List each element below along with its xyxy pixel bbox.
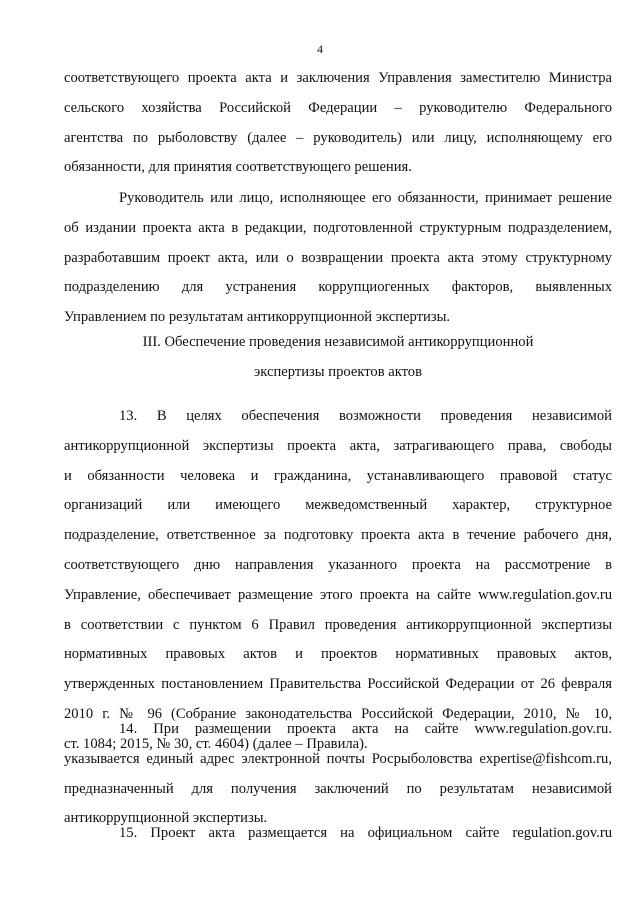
page-number: 4 xyxy=(317,42,323,56)
paragraph-decision xyxy=(64,184,612,333)
text-line: организаций или имеющего межведомственный характер, структурное xyxy=(64,497,612,514)
text-line: 2010 г. № 96 (Собрание законодательства Российской Федерации, 2010, № 10, xyxy=(64,705,612,722)
text-line: утвержденных постановлением Правительства Российской Федерации от 26 февраля xyxy=(64,676,612,693)
paragraph-15 xyxy=(64,819,612,849)
text-line: антикоррупционной экспертизы проекта акта, затрагивающего права, свободы xyxy=(64,437,612,454)
text-line: 15. Проект акта размещается на официальном сайте regulation.gov.ru xyxy=(119,825,612,841)
text-line: нормативных правовых актов и проектов нормативных правовых актов, xyxy=(64,646,612,663)
text-line: соответствующего проекта акта и заключения Управления заместителю Министра xyxy=(64,70,612,86)
text-line: и обязанности человека и гражданина, устанавливающего правовой статус xyxy=(64,467,612,484)
section-heading xyxy=(64,328,612,388)
text-line: в соответствии с пунктом 6 Правил проведения антикоррупционной экспертизы xyxy=(64,616,612,633)
text-line: антикоррупционной экспертизы. xyxy=(64,810,268,827)
text-line: разработавшим проект акта, или о возвращении проекта акта этому структурному xyxy=(64,249,612,266)
text-line: агентства по рыболовству (далее – руководитель) или лицу, исполняющему его xyxy=(64,129,612,146)
text-line: указывается единый адрес электронной почты Росрыболовства expertise@fishcom.ru, xyxy=(64,750,612,767)
text-line: подразделение, ответственное за подготовку проекта акта в течение рабочего дня, xyxy=(64,527,612,544)
paragraph-14 xyxy=(64,715,612,834)
paragraph-13 xyxy=(64,402,612,760)
text-line: 13. В целях обеспечения возможности проведения независимой xyxy=(119,408,612,424)
text-line: Управление, обеспечивает размещение этого проекта на сайте www.regulation.gov.ru xyxy=(64,586,612,603)
text-line: Руководитель или лицо, исполняющее его обязанности, принимает решение xyxy=(119,190,612,206)
heading-line: III. Обеспечение проведения независимой антикоррупционной xyxy=(142,334,534,350)
heading-line: экспертизы проектов актов xyxy=(254,363,422,380)
text-line: обязанности, для принятия соответствующего решения. xyxy=(64,159,412,176)
text-line: об издании проекта акта в редакции, подготовленной структурным подразделением, xyxy=(64,219,612,236)
text-line: предназначенный для получения заключений по результатам независимой xyxy=(64,780,612,797)
text-line: сельского хозяйства Российской Федерации – руководителю Федерального xyxy=(64,99,612,116)
text-line: ст. 1084; 2015, № 30, ст. 4604) (далее – Правила). xyxy=(64,735,368,752)
text-line: соответствующего дню направления указанного проекта на рассмотрение в xyxy=(64,556,612,573)
text-line: Управлением по результатам антикоррупционной экспертизы. xyxy=(64,309,451,326)
text-line: 14. При размещении проекта акта на сайте www.regulation.gov.ru. xyxy=(119,721,612,737)
text-line: подразделению для устранения коррупциогенных факторов, выявленных xyxy=(64,279,612,296)
paragraph-continuation xyxy=(64,64,612,183)
